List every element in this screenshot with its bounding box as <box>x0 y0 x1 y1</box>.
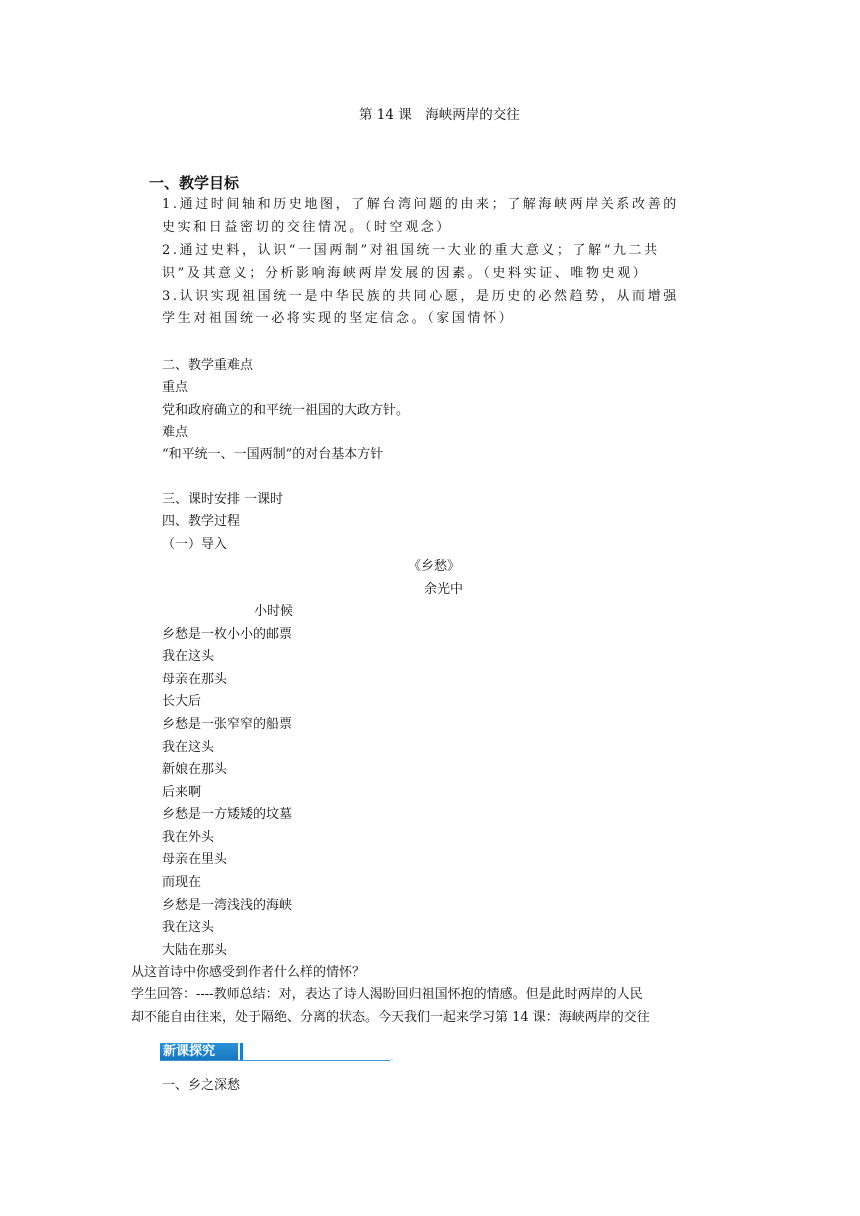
poem-line: 母亲在那头 <box>162 672 228 687</box>
focus-text: 党和政府确立的和平统一祖国的大政方针。 <box>162 403 410 418</box>
badge-accent-bar <box>240 1043 243 1060</box>
discussion-question: 从这首诗中你感受到作者什么样的情怀？ <box>131 965 366 980</box>
poem-line: 长大后 <box>162 694 202 709</box>
poem-line: 乡愁是一湾浅浅的海峡 <box>162 898 293 913</box>
objective-line: 识”及其意义；分析影响海峡两岸发展的因素。（史料实证、唯物史观） <box>162 266 649 281</box>
answer-line: 却不能自由往来，处于隔绝、分离的状态。今天我们一起来学习第 14 课：海峡两岸的交往 <box>131 1010 650 1025</box>
process-heading: 四、教学过程 <box>162 514 241 529</box>
section-one-heading: 一、乡之深愁 <box>162 1078 241 1093</box>
poem-line: 而现在 <box>162 875 202 890</box>
objective-line: 2.通过史料，认识“一国两制”对祖国统一大业的重大意义；了解“九二共 <box>162 243 660 258</box>
poem-line: 新娘在那头 <box>162 762 228 777</box>
objectives-heading: 一、教学目标 <box>149 174 240 192</box>
poem-line: 我在这头 <box>162 920 215 935</box>
objective-line: 学生对祖国统一必将实现的坚定信念。（家国情怀） <box>162 311 515 326</box>
intro-heading: （一）导入 <box>162 537 228 552</box>
poem-line: 我在外头 <box>162 830 215 845</box>
focus-label: 重点 <box>162 380 189 395</box>
answer-line: 学生回答：----教师总结：对，表达了诗人渴盼回归祖国怀抱的情感。但是此时两岸的人民 <box>131 987 643 1002</box>
lesson-title: 第 14 课 海峡两岸的交往 <box>359 107 520 123</box>
poem-first-line: 小时候 <box>254 604 294 619</box>
difficulty-label: 难点 <box>162 425 189 440</box>
poem-line: 后来啊 <box>162 785 202 800</box>
badge-end-mark: ◦ <box>390 1056 395 1065</box>
key-points-heading: 二、教学重难点 <box>162 358 254 373</box>
poem-line: 大陆在那头 <box>162 943 228 958</box>
poem-line: 乡愁是一张窄窄的船票 <box>162 717 293 732</box>
section-badge: 新课探究 <box>160 1043 238 1060</box>
objective-line: 1.通过时间轴和历史地图，了解台湾问题的由来；了解海峡两岸关系改善的 <box>162 197 679 212</box>
difficulty-text: “和平统一、一国两制”的对台基本方针 <box>162 447 384 462</box>
poem-line: 我在这头 <box>162 740 215 755</box>
objective-line: 史实和日益密切的交往情况。（时空观念） <box>162 220 452 235</box>
poem-line: 我在这头 <box>162 649 215 664</box>
poem-line: 母亲在里头 <box>162 852 228 867</box>
badge-underline <box>160 1060 390 1061</box>
poem-title: 《乡愁》 <box>408 559 461 574</box>
poem-author: 余光中 <box>424 582 464 597</box>
objective-line: 3.认识实现祖国统一是中华民族的共同心愿，是历史的必然趋势，从而增强 <box>162 289 679 304</box>
poem-line: 乡愁是一方矮矮的坟墓 <box>162 807 293 822</box>
poem-line: 乡愁是一枚小小的邮票 <box>162 627 293 642</box>
schedule-line: 三、课时安排 一课时 <box>162 492 284 507</box>
